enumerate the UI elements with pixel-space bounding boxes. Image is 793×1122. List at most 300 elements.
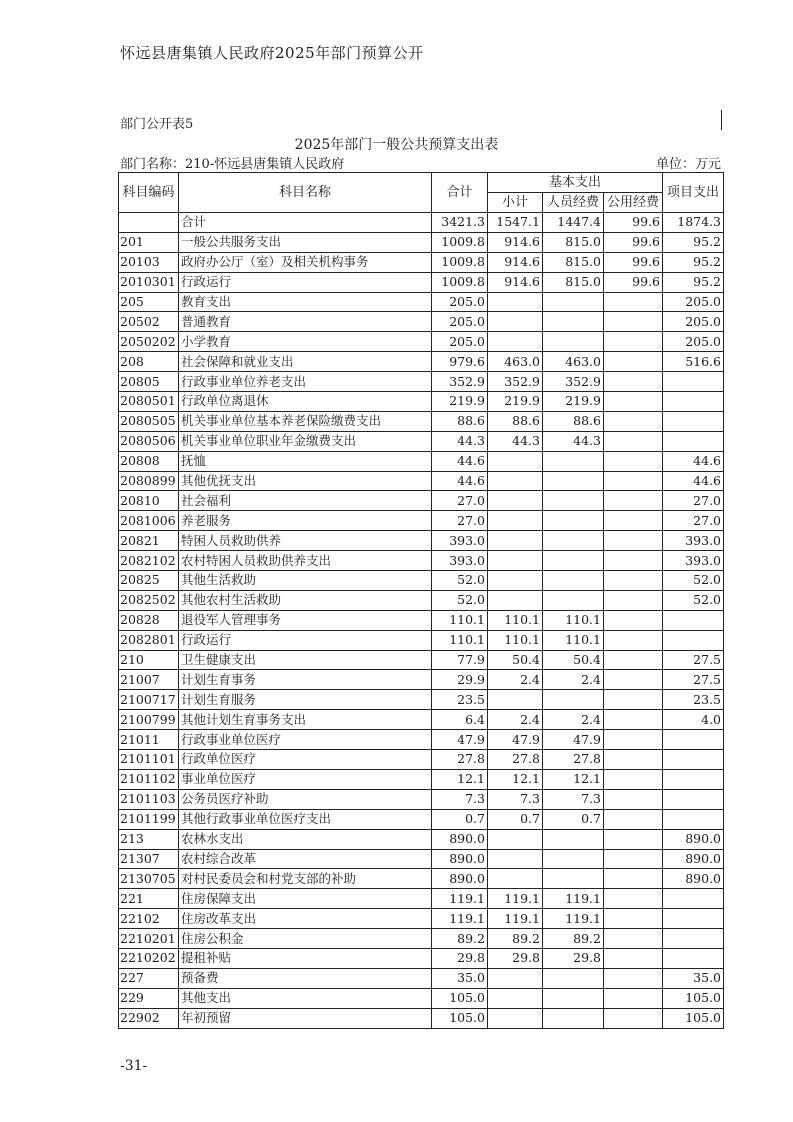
row-name: 行政单位医疗: [179, 750, 432, 770]
row-code: 2082102: [119, 551, 179, 571]
row-subtotal: 914.6: [488, 252, 543, 272]
row-name: 农村综合改革: [179, 849, 432, 869]
row-name: 养老服务: [179, 511, 432, 531]
row-total: 27.0: [432, 491, 488, 511]
row-personnel: 463.0: [543, 352, 604, 372]
row-public: [604, 809, 663, 829]
row-name: 抚恤: [179, 451, 432, 471]
row-subtotal: 119.1: [488, 889, 543, 909]
row-personnel: 88.6: [543, 411, 604, 431]
table-body: [119, 213, 724, 1029]
row-subtotal: [488, 292, 543, 312]
row-project: [663, 750, 724, 770]
row-total: 890.0: [432, 829, 488, 849]
row-code: 22902: [119, 1008, 179, 1028]
department-label: 部门名称：210-怀远县唐集镇人民政府: [120, 157, 345, 172]
row-personnel: [543, 590, 604, 610]
table-row: [119, 650, 724, 670]
row-code: 20821: [119, 531, 179, 551]
row-subtotal: [488, 511, 543, 531]
row-public: [604, 352, 663, 372]
row-public: [604, 451, 663, 471]
table-row: [119, 571, 724, 591]
row-public: 99.6: [604, 213, 663, 233]
row-project: 95.2: [663, 232, 724, 252]
row-total: 119.1: [432, 889, 488, 909]
row-name: 提租补贴: [179, 948, 432, 968]
table-row: [119, 292, 724, 312]
row-total: 52.0: [432, 590, 488, 610]
row-project: 516.6: [663, 352, 724, 372]
row-project: [663, 372, 724, 392]
row-subtotal: [488, 312, 543, 332]
table-row: [119, 670, 724, 690]
row-project: [663, 809, 724, 829]
row-public: [604, 392, 663, 412]
row-total: 205.0: [432, 292, 488, 312]
row-total: 105.0: [432, 1008, 488, 1028]
row-personnel: 119.1: [543, 909, 604, 929]
row-public: [604, 571, 663, 591]
row-public: [604, 531, 663, 551]
row-code: 2080501: [119, 392, 179, 412]
row-personnel: [543, 491, 604, 511]
row-code: 2100799: [119, 710, 179, 730]
row-project: 95.2: [663, 272, 724, 292]
row-public: [604, 650, 663, 670]
row-name: 农村特困人员救助供养支出: [179, 551, 432, 571]
table-row: [119, 272, 724, 292]
row-code: 21007: [119, 670, 179, 690]
row-personnel: 352.9: [543, 372, 604, 392]
row-project: 105.0: [663, 1008, 724, 1028]
row-public: [604, 849, 663, 869]
row-personnel: [543, 690, 604, 710]
row-project: [663, 431, 724, 451]
row-project: 44.6: [663, 471, 724, 491]
row-code: 2101103: [119, 789, 179, 809]
row-name: 计划生育事务: [179, 670, 432, 690]
row-total: 205.0: [432, 312, 488, 332]
row-personnel: [543, 968, 604, 988]
col-header-subtotal: 小计: [488, 193, 543, 213]
row-project: 205.0: [663, 292, 724, 312]
row-code: 2100717: [119, 690, 179, 710]
row-personnel: [543, 571, 604, 591]
row-personnel: 29.8: [543, 948, 604, 968]
row-public: [604, 670, 663, 690]
row-public: [604, 551, 663, 571]
row-name: 行政事业单位养老支出: [179, 372, 432, 392]
row-code: 22102: [119, 909, 179, 929]
row-total: 110.1: [432, 610, 488, 630]
row-personnel: 0.7: [543, 809, 604, 829]
table-row: [119, 332, 724, 352]
row-personnel: 47.9: [543, 730, 604, 750]
row-code: 2010301: [119, 272, 179, 292]
table-row: [119, 769, 724, 789]
row-name: 行政单位离退休: [179, 392, 432, 412]
row-name: 年初预留: [179, 1008, 432, 1028]
row-personnel: 815.0: [543, 272, 604, 292]
row-personnel: [543, 312, 604, 332]
row-code: 20825: [119, 571, 179, 591]
row-project: [663, 929, 724, 949]
row-personnel: 815.0: [543, 232, 604, 252]
table-row: [119, 789, 724, 809]
row-code: 2101199: [119, 809, 179, 829]
row-name: 其他农村生活救助: [179, 590, 432, 610]
row-total: 979.6: [432, 352, 488, 372]
row-personnel: 2.4: [543, 670, 604, 690]
row-total: 27.8: [432, 750, 488, 770]
table-row: [119, 352, 724, 372]
row-public: [604, 491, 663, 511]
row-project: 4.0: [663, 710, 724, 730]
row-subtotal: [488, 451, 543, 471]
row-subtotal: 914.6: [488, 232, 543, 252]
row-subtotal: 219.9: [488, 392, 543, 412]
row-code: 2210201: [119, 929, 179, 949]
row-name: 事业单位医疗: [179, 769, 432, 789]
row-name: 农林水支出: [179, 829, 432, 849]
row-name: 机关事业单位基本养老保险缴费支出: [179, 411, 432, 431]
row-project: 95.2: [663, 252, 724, 272]
table-number: 部门公开表5: [120, 117, 194, 132]
row-subtotal: [488, 968, 543, 988]
row-code: 229: [119, 988, 179, 1008]
row-personnel: [543, 332, 604, 352]
row-total: 29.9: [432, 670, 488, 690]
row-code: 2080506: [119, 431, 179, 451]
table-row: [119, 869, 724, 889]
row-total: 44.6: [432, 471, 488, 491]
row-personnel: 12.1: [543, 769, 604, 789]
table-row: [119, 849, 724, 869]
row-project: 27.5: [663, 650, 724, 670]
row-project: 35.0: [663, 968, 724, 988]
row-subtotal: [488, 571, 543, 591]
row-total: 890.0: [432, 849, 488, 869]
row-total: 105.0: [432, 988, 488, 1008]
row-name: 对村民委员会和村党支部的补助: [179, 869, 432, 889]
row-public: [604, 292, 663, 312]
row-subtotal: 44.3: [488, 431, 543, 451]
row-public: [604, 690, 663, 710]
table-row: [119, 988, 724, 1008]
row-subtotal: 29.8: [488, 948, 543, 968]
row-name: 社会福利: [179, 491, 432, 511]
row-project: 890.0: [663, 829, 724, 849]
table-row: [119, 889, 724, 909]
row-public: [604, 471, 663, 491]
table-row: [119, 968, 724, 988]
row-public: [604, 750, 663, 770]
row-project: [663, 909, 724, 929]
row-public: [604, 710, 663, 730]
row-subtotal: 352.9: [488, 372, 543, 392]
row-total: 119.1: [432, 909, 488, 929]
row-subtotal: [488, 471, 543, 491]
table-row: [119, 750, 724, 770]
row-subtotal: 50.4: [488, 650, 543, 670]
row-subtotal: 2.4: [488, 670, 543, 690]
row-total: 47.9: [432, 730, 488, 750]
row-personnel: 50.4: [543, 650, 604, 670]
col-header-code: 科目编码: [119, 173, 179, 213]
row-subtotal: 1547.1: [488, 213, 543, 233]
row-public: [604, 769, 663, 789]
row-subtotal: 110.1: [488, 630, 543, 650]
row-code: 2081006: [119, 511, 179, 531]
row-subtotal: [488, 332, 543, 352]
row-personnel: [543, 292, 604, 312]
row-subtotal: 119.1: [488, 909, 543, 929]
row-name: 住房公积金: [179, 929, 432, 949]
row-personnel: 2.4: [543, 710, 604, 730]
row-subtotal: [488, 551, 543, 571]
row-total: 23.5: [432, 690, 488, 710]
row-name: 行政运行: [179, 630, 432, 650]
row-public: [604, 411, 663, 431]
row-total: 0.7: [432, 809, 488, 829]
row-project: 205.0: [663, 332, 724, 352]
table-row: [119, 431, 724, 451]
row-name: 住房保障支出: [179, 889, 432, 909]
table-row: [119, 531, 724, 551]
row-public: [604, 730, 663, 750]
col-header-project: 项目支出: [663, 173, 724, 213]
row-name: 预备费: [179, 968, 432, 988]
row-subtotal: 7.3: [488, 789, 543, 809]
row-code: 20828: [119, 610, 179, 630]
table-row: [119, 909, 724, 929]
row-personnel: [543, 511, 604, 531]
row-total: 110.1: [432, 630, 488, 650]
row-name: 其他生活救助: [179, 571, 432, 591]
row-personnel: 7.3: [543, 789, 604, 809]
row-name: 公务员医疗补助: [179, 789, 432, 809]
row-personnel: 219.9: [543, 392, 604, 412]
table-row: [119, 471, 724, 491]
row-subtotal: 12.1: [488, 769, 543, 789]
col-header-public: 公用经费: [604, 193, 663, 213]
table-row: [119, 372, 724, 392]
table-row: [119, 1008, 724, 1028]
table-row: [119, 232, 724, 252]
table-row: [119, 809, 724, 829]
row-name: 社会保障和就业支出: [179, 352, 432, 372]
margin-rule: [721, 110, 722, 130]
row-name: 一般公共服务支出: [179, 232, 432, 252]
row-code: 2082502: [119, 590, 179, 610]
row-total: 27.0: [432, 511, 488, 531]
row-total: 1009.8: [432, 272, 488, 292]
row-project: 52.0: [663, 590, 724, 610]
row-subtotal: 27.8: [488, 750, 543, 770]
row-total: 393.0: [432, 531, 488, 551]
row-code: 21307: [119, 849, 179, 869]
row-personnel: [543, 829, 604, 849]
table-row: [119, 411, 724, 431]
row-project: 393.0: [663, 551, 724, 571]
table-row: [119, 213, 724, 233]
row-name: 其他优抚支出: [179, 471, 432, 491]
row-personnel: [543, 551, 604, 571]
row-personnel: 27.8: [543, 750, 604, 770]
row-public: [604, 889, 663, 909]
row-name: 退役军人管理事务: [179, 610, 432, 630]
row-code: 2082801: [119, 630, 179, 650]
row-total: 88.6: [432, 411, 488, 431]
row-subtotal: [488, 531, 543, 551]
row-personnel: 1447.4: [543, 213, 604, 233]
table-row: [119, 929, 724, 949]
row-project: [663, 411, 724, 431]
row-code: [119, 213, 179, 233]
row-code: 2080899: [119, 471, 179, 491]
row-subtotal: 89.2: [488, 929, 543, 949]
col-header-basic: 基本支出: [488, 173, 663, 193]
row-code: 210: [119, 650, 179, 670]
row-name: 普通教育: [179, 312, 432, 332]
row-total: 89.2: [432, 929, 488, 949]
row-public: [604, 1008, 663, 1028]
row-project: 23.5: [663, 690, 724, 710]
row-name: 机关事业单位职业年金缴费支出: [179, 431, 432, 451]
row-name: 其他计划生育事务支出: [179, 710, 432, 730]
row-total: 44.3: [432, 431, 488, 451]
row-public: [604, 610, 663, 630]
row-project: 890.0: [663, 849, 724, 869]
row-project: [663, 769, 724, 789]
document-header: 怀远县唐集镇人民政府2025年部门预算公开: [120, 44, 424, 62]
row-total: 29.8: [432, 948, 488, 968]
col-header-personnel: 人员经费: [543, 193, 604, 213]
row-personnel: [543, 988, 604, 1008]
row-personnel: [543, 531, 604, 551]
row-public: 99.6: [604, 272, 663, 292]
row-code: 208: [119, 352, 179, 372]
row-total: 52.0: [432, 571, 488, 591]
row-public: [604, 968, 663, 988]
row-personnel: 119.1: [543, 889, 604, 909]
row-project: [663, 889, 724, 909]
page-number: -31-: [120, 1058, 148, 1074]
row-project: [663, 630, 724, 650]
row-total: 393.0: [432, 551, 488, 571]
row-personnel: 44.3: [543, 431, 604, 451]
row-project: 393.0: [663, 531, 724, 551]
row-subtotal: 47.9: [488, 730, 543, 750]
row-project: [663, 789, 724, 809]
row-total: 35.0: [432, 968, 488, 988]
row-code: 2130705: [119, 869, 179, 889]
row-subtotal: 0.7: [488, 809, 543, 829]
row-public: [604, 590, 663, 610]
row-subtotal: 463.0: [488, 352, 543, 372]
row-public: 99.6: [604, 252, 663, 272]
row-personnel: 110.1: [543, 610, 604, 630]
row-project: [663, 610, 724, 630]
row-code: 227: [119, 968, 179, 988]
col-header-total: 合计: [432, 173, 488, 213]
row-project: [663, 730, 724, 750]
row-personnel: [543, 451, 604, 471]
row-total: 3421.3: [432, 213, 488, 233]
row-subtotal: [488, 829, 543, 849]
row-code: 2101101: [119, 750, 179, 770]
row-name: 政府办公厅（室）及相关机构事务: [179, 252, 432, 272]
row-total: 12.1: [432, 769, 488, 789]
row-personnel: 815.0: [543, 252, 604, 272]
table-row: [119, 551, 724, 571]
row-subtotal: [488, 988, 543, 1008]
row-subtotal: 110.1: [488, 610, 543, 630]
table-row: [119, 710, 724, 730]
row-public: [604, 372, 663, 392]
row-public: [604, 929, 663, 949]
row-name: 其他行政事业单位医疗支出: [179, 809, 432, 829]
table-row: [119, 730, 724, 750]
unit-label: 单位：万元: [655, 157, 721, 172]
row-project: 44.6: [663, 451, 724, 471]
row-public: [604, 948, 663, 968]
row-public: [604, 789, 663, 809]
row-project: 27.5: [663, 670, 724, 690]
row-total: 77.9: [432, 650, 488, 670]
row-total: 44.6: [432, 451, 488, 471]
row-code: 205: [119, 292, 179, 312]
table-row: [119, 511, 724, 531]
table-row: [119, 590, 724, 610]
row-total: 219.9: [432, 392, 488, 412]
row-public: [604, 630, 663, 650]
table-row: [119, 491, 724, 511]
table-row: [119, 252, 724, 272]
row-code: 20808: [119, 451, 179, 471]
row-personnel: [543, 869, 604, 889]
row-code: 221: [119, 889, 179, 909]
row-total: 352.9: [432, 372, 488, 392]
row-project: 1874.3: [663, 213, 724, 233]
row-public: [604, 431, 663, 451]
row-subtotal: [488, 869, 543, 889]
row-code: 2080505: [119, 411, 179, 431]
row-name: 合计: [179, 213, 432, 233]
row-name: 小学教育: [179, 332, 432, 352]
row-code: 2101102: [119, 769, 179, 789]
row-project: 27.0: [663, 511, 724, 531]
row-subtotal: 88.6: [488, 411, 543, 431]
table-row: [119, 948, 724, 968]
row-total: 6.4: [432, 710, 488, 730]
row-name: 行政事业单位医疗: [179, 730, 432, 750]
row-personnel: 89.2: [543, 929, 604, 949]
row-project: 205.0: [663, 312, 724, 332]
row-subtotal: [488, 1008, 543, 1028]
row-code: 21011: [119, 730, 179, 750]
row-name: 计划生育服务: [179, 690, 432, 710]
row-code: 2210202: [119, 948, 179, 968]
row-code: 20103: [119, 252, 179, 272]
table-title: 2025年部门一般公共预算支出表: [294, 137, 499, 153]
row-subtotal: 914.6: [488, 272, 543, 292]
row-subtotal: [488, 590, 543, 610]
table-row: [119, 630, 724, 650]
row-name: 特困人员救助供养: [179, 531, 432, 551]
table-row: [119, 829, 724, 849]
